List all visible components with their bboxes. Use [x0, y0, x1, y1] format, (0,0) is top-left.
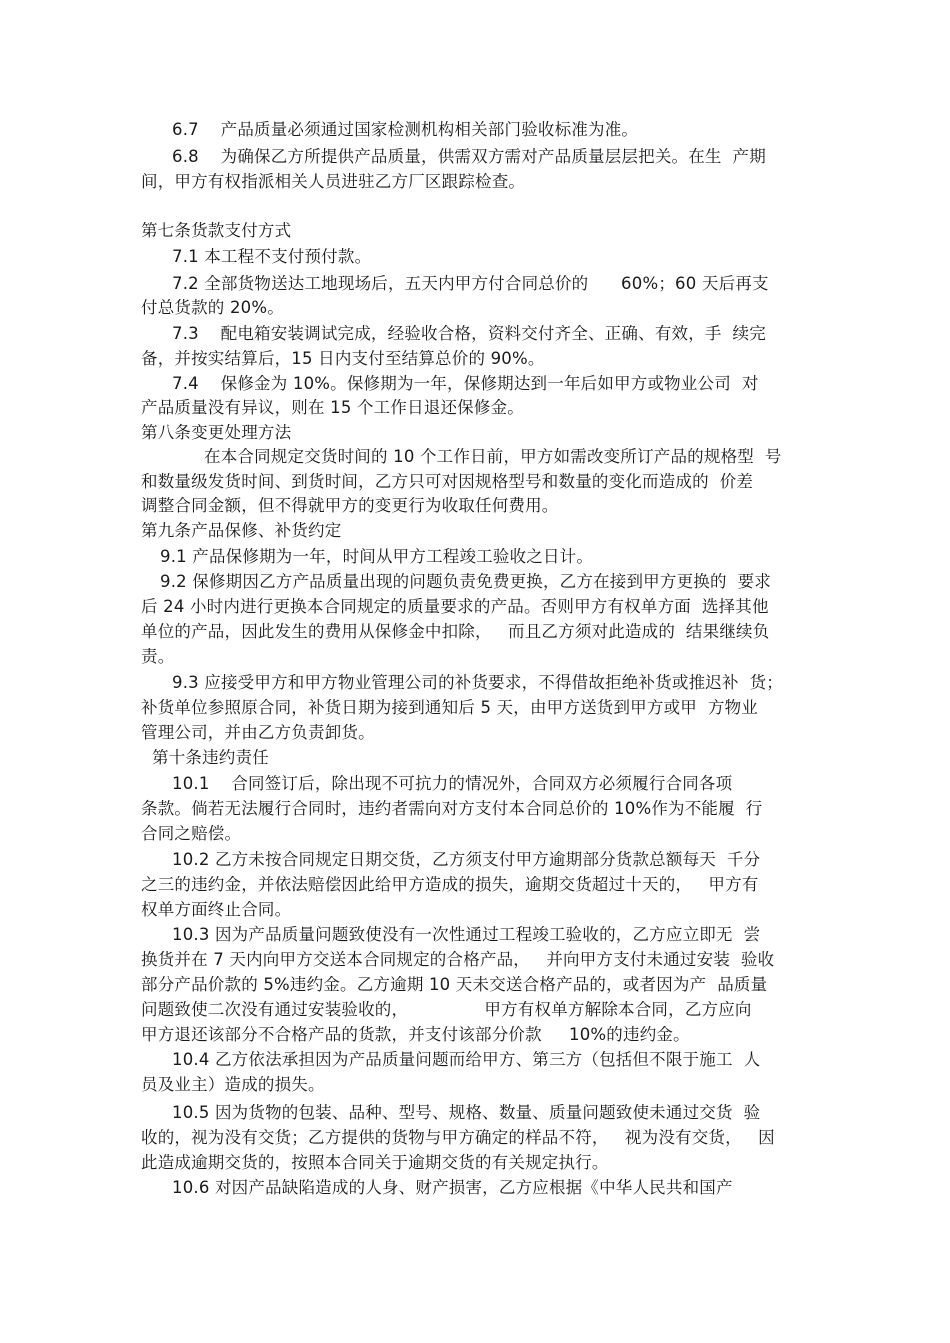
article-8-line-1: 在本合同规定交货时间的 10 个工作日前，甲方如需改变所订产品的规格型 号 — [204, 447, 782, 466]
clause-6-7-line-1: 6.7 产品质量必须通过国家检测机构相关部门验收标准为准。 — [172, 120, 639, 139]
clause-10-2-line-3: 权单方面终止合同。 — [141, 900, 292, 919]
article-9-heading: 第九条产品保修、补货约定 — [141, 521, 342, 540]
clause-10-2-line-2: 之三的违约金，并依法赔偿因此给甲方造成的损失，逾期交货超过十天的， 甲方有 — [141, 875, 759, 894]
clause-7-4-line-2: 产品质量没有异议，则在 15 个工作日退还保修金。 — [141, 398, 524, 417]
clause-7-2-line-2: 付总货款的 20%。 — [141, 298, 284, 317]
clause-10-5-line-3: 此造成逾期交货的，按照本合同关于逾期交货的有关规定执行。 — [141, 1153, 609, 1172]
clause-10-4-line-2: 员及业主）造成的损失。 — [141, 1075, 325, 1094]
clause-10-3-line-2: 换货并在 7 天内向甲方交送本合同规定的合格产品， 并向甲方支付未通过安装 验收 — [141, 950, 775, 969]
article-8-heading: 第八条变更处理方法 — [141, 423, 292, 442]
clause-9-1-line-1: 9.1 产品保修期为一年，时间从甲方工程竣工验收之日计。 — [160, 547, 594, 566]
clause-10-4-line-1: 10.4 乙方依法承担因为产品质量问题而给甲方、第三方（包括但不限于施工 人 — [172, 1050, 761, 1069]
article-8-line-3: 调整合同金额，但不得就甲方的变更行为收取任何费用。 — [141, 496, 559, 515]
article-10-heading: 第十条违约责任 — [152, 748, 269, 767]
clause-9-2-line-2: 后 24 小时内进行更换本合同规定的质量要求的产品。否则甲方有权单方面 选择其他 — [141, 597, 769, 616]
clause-9-3-line-1: 9.3 应接受甲方和甲方物业管理公司的补货要求，不得借故拒绝补货或推迟补 货； — [172, 673, 783, 692]
clause-7-4-line-1: 7.4 保修金为 10%。保修期为一年，保修期达到一年后如甲方或物业公司 对 — [172, 374, 759, 393]
clause-10-6-line-1: 10.6 对因产品缺陷造成的人身、财产损害，乙方应根据《中华人民共和国产 — [172, 1178, 733, 1197]
clause-7-3-line-1: 7.3 配电箱安装调试完成，经验收合格，资料交付齐全、正确、有效，手 续完 — [172, 324, 766, 343]
clause-6-8-line-1: 6.8 为确保乙方所提供产品质量，供需双方需对产品质量层层把关。在生 产期 — [172, 147, 766, 166]
clause-10-3-line-5: 甲方退还该部分不合格产品的货款，并支付该部分价款 10%的违约金。 — [141, 1025, 690, 1044]
clause-10-5-line-1: 10.5 因为货物的包装、品种、型号、规格、数量、质量问题致使未通过交货 验 — [172, 1103, 761, 1122]
clause-10-3-line-4: 问题致使二次没有通过安装验收的， 甲方有权单方解除本合同，乙方应向 — [141, 1000, 752, 1019]
clause-6-8-line-2: 间，甲方有权指派相关人员进驻乙方厂区跟踪检查。 — [141, 172, 526, 191]
clause-10-3-line-3: 部分产品价款的 5%违约金。乙方逾期 10 天未交送合格产品的，或者因为产 品质量 — [141, 975, 768, 994]
clause-7-2-line-1: 7.2 全部货物送达工地现场后，五天内甲方付合同总价的 60%；60 天后再支 — [172, 274, 769, 293]
clause-9-2-line-1: 9.2 保修期因乙方产品质量出现的问题负责免费更换，乙方在接到甲方更换的 要求 — [160, 572, 771, 591]
article-7-heading: 第七条货款支付方式 — [141, 221, 292, 240]
clause-9-2-line-4: 责。 — [141, 647, 175, 666]
article-8-line-2: 和数量级发货时间、到货时间，乙方只可对因规格型号和数量的变化而造成的 价差 — [141, 472, 754, 491]
clause-7-1-line-1: 7.1 本工程不支付预付款。 — [172, 247, 372, 266]
clause-10-3-line-1: 10.3 因为产品质量问题致使没有一次性通过工程竣工验收的，乙方应立即无 尝 — [172, 925, 761, 944]
clause-10-1-line-3: 合同之赔偿。 — [141, 824, 242, 843]
clause-9-3-line-3: 管理公司，并由乙方负责卸货。 — [141, 723, 375, 742]
clause-10-2-line-1: 10.2 乙方未按合同规定日期交货，乙方须支付甲方逾期部分货款总额每天 千分 — [172, 850, 761, 869]
clause-10-1-line-1: 10.1 合同签订后，除出现不可抗力的情况外，合同双方必须履行合同各项 — [172, 774, 733, 793]
clause-10-1-line-2: 条款。倘若无法履行合同时，违约者需向对方支付本合同总价的 10%作为不能履 行 — [141, 799, 763, 818]
clause-7-3-line-2: 备，并按实结算后，15 日内支付至结算总价的 90%。 — [141, 349, 545, 368]
clause-9-3-line-2: 补货单位参照原合同，补货日期为接到通知后 5 天，由甲方送货到甲方或甲 方物业 — [141, 698, 758, 717]
clause-9-2-line-3: 单位的产品，因此发生的费用从保修金中扣除， 而且乙方须对此造成的 结果继续负 — [141, 622, 770, 641]
clause-10-5-line-2: 收的，视为没有交货；乙方提供的货物与甲方确定的样品不符， 视为没有交货， 因 — [141, 1128, 775, 1147]
